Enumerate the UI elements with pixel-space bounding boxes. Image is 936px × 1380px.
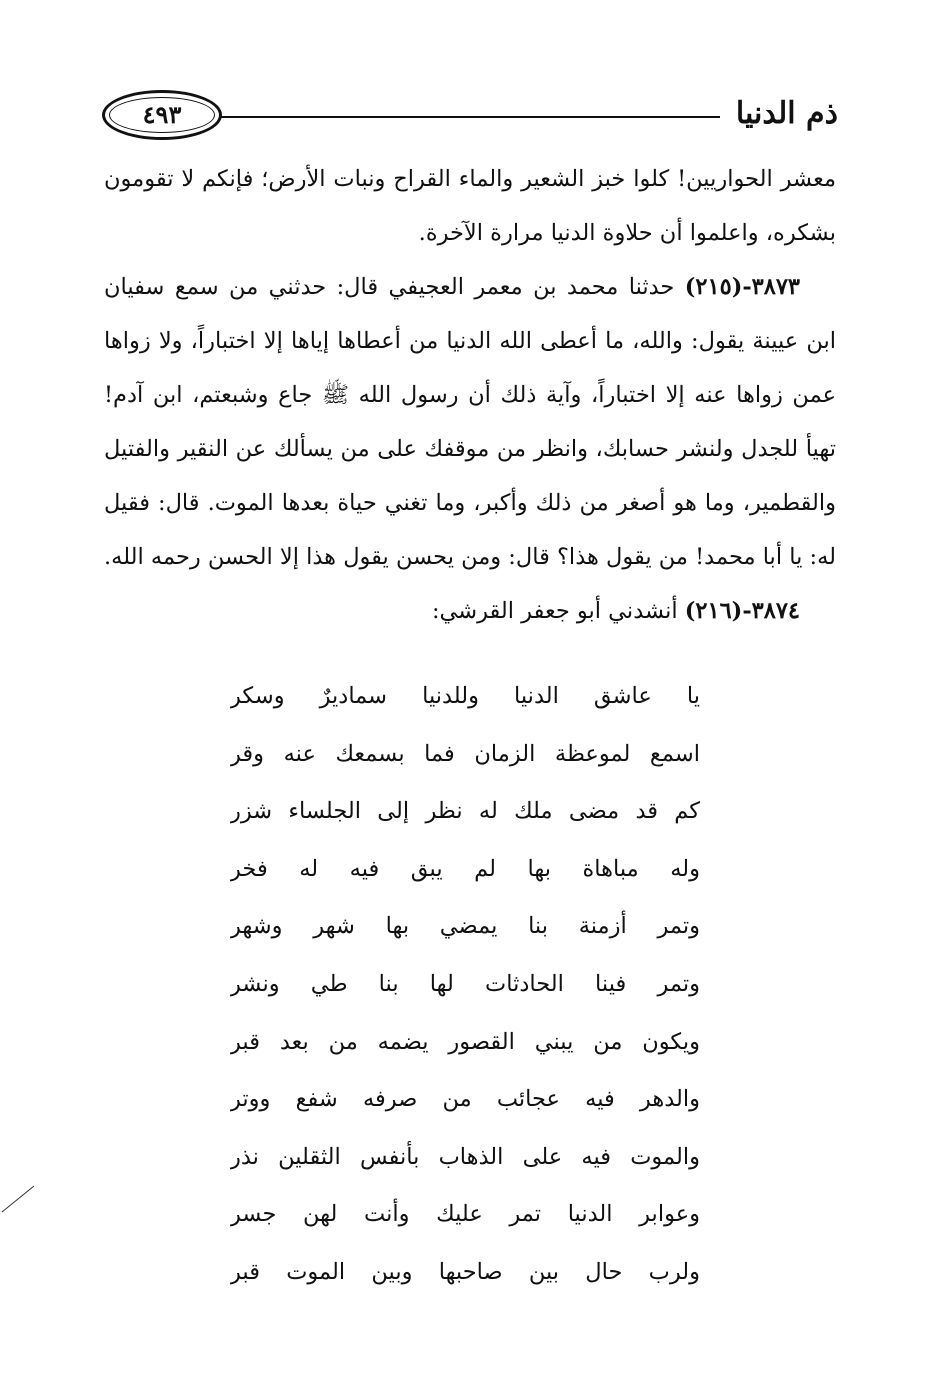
poem-verse: اسمع لموعظة الزمان فما بسمعك عنه وقر	[230, 740, 700, 767]
poem-verse: يا عاشق الدنيا وللدنيا سماديرٌ وسكر	[230, 683, 700, 709]
poem-verse: ولرب حال بين صاحبها وبين الموت قبر	[230, 1258, 700, 1285]
scan-margin-mark	[0, 1184, 40, 1224]
hadith-number: ٣٨٧٣-(٢١٥)	[684, 274, 801, 300]
poem-verse: وعوابر الدنيا تمر عليك وأنت لهن جسر	[230, 1201, 700, 1228]
poem-verse: وتمر أزمنة بنا يمضي بها شهر وشهر	[230, 913, 700, 940]
paragraph-text: أنشدني أبو جعفر القرشي:	[431, 598, 678, 624]
poem-verse: والموت فيه على الذهاب بأنفس الثقلين نذر	[230, 1143, 700, 1170]
page-number: ٤٩٣	[109, 97, 215, 133]
page-number-badge	[102, 90, 222, 140]
paragraph-text: معشر الحواريين! كلوا خبز الشعير والماء القراح ونبات الأرض؛ فإنكم لا تقومون بشكره، واعلموا أن حلاوة الدنيا مرارة الآخرة.	[104, 166, 836, 246]
poem-verse: ويكون من يبني القصور يضمه من بعد قبر	[230, 1028, 700, 1055]
poem-verse: وله مباهاة بها لم يبق فيه له فخر	[230, 855, 700, 882]
paragraph-3873	[104, 260, 836, 584]
header-rule	[220, 116, 720, 118]
poem-verse: وتمر فينا الحادثات لها بنا طي ونشر	[230, 970, 700, 997]
paragraph-3874	[104, 584, 836, 638]
poem-verse: والدهر فيه عجائب من صرفه شفع ووتر	[230, 1086, 700, 1113]
paragraph-text: حدثنا محمد بن معمر العجيفي قال: حدثني من سمع سفيان ابن عيينة يقول: والله، ما أعطى الله الدنيا من أعطاها إياها إلا اختباراً، ولا زواها عمن زواها عنه إلا اختباراً، وآية ذلك أن رسول الله ﷺ جاع وشبعتم، ابن آدم! تهيأ للجدل ولنشر حسابك، وانظر من موقفك على من يسألك عن النقير والفتيل والقطمير، وما هو أصغر من ذلك وأكبر، وما تغني حياة بعدها الموت. قال: فقيل له: يا أبا محمد! من يقول هذا؟ قال: ومن يحسن يقول هذا إلا الحسن رحمه الله.	[103, 274, 836, 570]
poem	[230, 668, 700, 1302]
poem-verse: كم قد مضى ملك له نظر إلى الجلساء شزر	[230, 798, 700, 825]
page-header	[100, 84, 838, 154]
body-text	[104, 152, 836, 638]
paragraph-continuation	[104, 152, 836, 260]
chapter-title: ذم الدنيا	[735, 96, 838, 131]
hadith-number: ٣٨٧٤-(٢١٦)	[684, 598, 800, 624]
